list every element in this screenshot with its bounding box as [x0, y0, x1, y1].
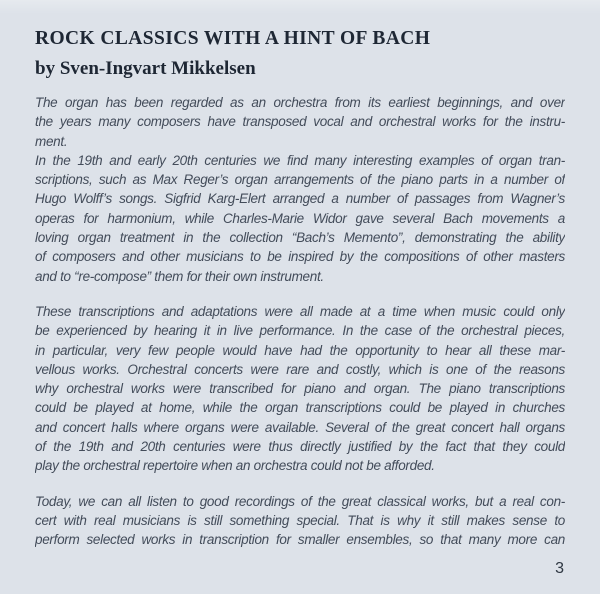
text-line: and concert halls where organs were available. Several of the great concert hall organs — [35, 419, 565, 435]
text-line: Today, we can all listen to good recordings of the great classical works, but a real con- — [35, 493, 565, 509]
text-line: cert with real musicians is still something special. That is why it still makes sense to — [35, 512, 565, 528]
text-line: play the orchestral repertoire when an orchestra could not be afforded. — [35, 458, 435, 474]
text-block — [35, 302, 565, 476]
page-number: 3 — [555, 560, 564, 577]
page-title: ROCK CLASSICS WITH A HINT OF BACH — [35, 28, 431, 49]
text-line: in particular, very few people would have had the opportunity to hear all these mar- — [35, 342, 565, 358]
text-block — [35, 93, 565, 286]
text-line: The organ has been regarded as an orchestra from its earliest beginnings, and over — [35, 95, 565, 110]
text-line: and to “re-compose” them for their own instrument. — [35, 268, 324, 284]
text-line: ment. — [35, 133, 68, 149]
text-line: the years many composers have transposed vocal and orchestral works for the instru- — [35, 114, 565, 130]
text-line: of composers and other musicians to be inspired by the compositions of other masters — [35, 249, 565, 265]
text-line: perform selected works in transcription for smaller ensembles, so that many more can — [35, 532, 565, 548]
text-line: operas for harmonium, while Charles-Marie Widor gave several Bach movements a — [35, 210, 565, 226]
text-line: Hugo Wolff’s songs. Sigfrid Karg-Elert arranged a number of passages from Wagner’s — [35, 191, 565, 207]
text-line: loving organ treatment in the collection “Bach’s Memento”, demonstrating the ability — [35, 230, 565, 246]
byline: by Sven-Ingvart Mikkelsen — [35, 58, 256, 79]
text-line: These transcriptions and adaptations were all made at a time when music could only — [35, 303, 565, 319]
text-line: of the 19th and 20th centuries were thus directly justified by the fact that they could — [35, 439, 565, 455]
text-line: vellous works. Orchestral concerts were rare and costly, which is one of the reasons — [35, 361, 565, 377]
text-block — [35, 492, 565, 550]
text-line: be experienced by hearing it in live performance. In the case of the orchestral pieces, — [35, 323, 565, 339]
text-line: could be played at home, while the organ transcriptions could be played in churches — [35, 400, 565, 416]
text-line: scriptions, such as Max Reger’s organ arrangements of the piano parts in a number of — [35, 172, 565, 188]
text-line: In the 19th and early 20th centuries we find many interesting examples of organ tran- — [35, 152, 565, 168]
article — [35, 93, 565, 550]
text-line: why orchestral works were transcribed for piano and organ. The piano transcriptions — [35, 381, 565, 397]
